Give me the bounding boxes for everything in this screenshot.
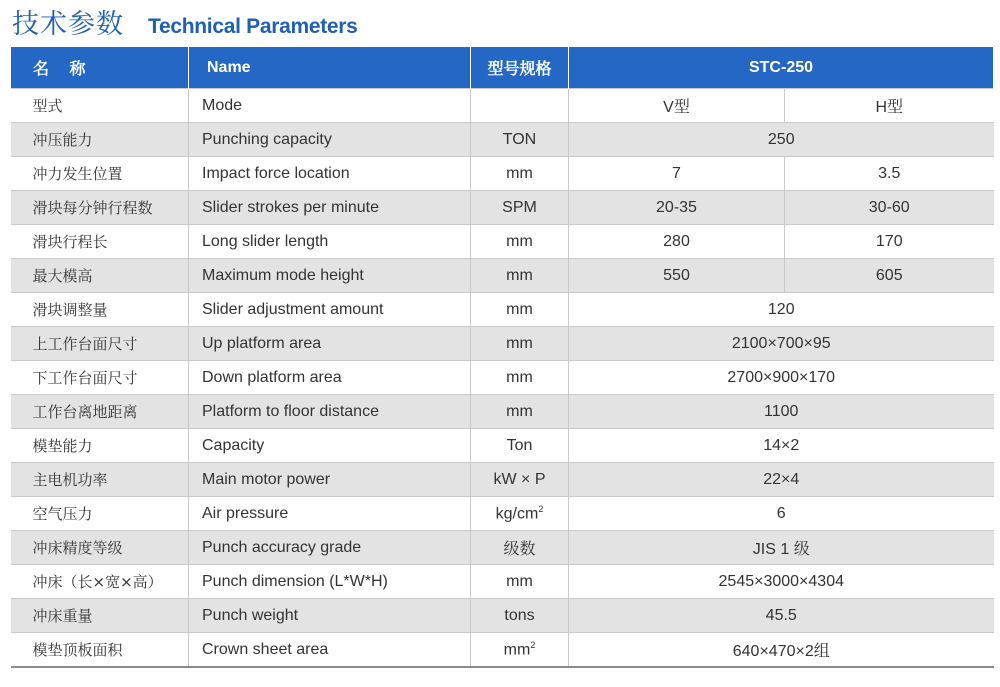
param-name-cn: 冲床重量 (11, 599, 189, 633)
header-name-en: Name (189, 47, 471, 89)
param-name-en: Punch weight (189, 599, 471, 633)
param-value: JIS 1 级 (569, 531, 994, 565)
param-unit (471, 531, 569, 565)
unit-text: kg/cm (495, 505, 539, 523)
param-unit (471, 633, 569, 668)
parameters-table (10, 47, 994, 668)
param-name-cn: 滑块行程长 (11, 225, 189, 259)
param-unit (471, 497, 569, 531)
param-name-cn: 最大模高 (11, 259, 189, 293)
param-name-en: Air pressure (189, 497, 471, 531)
table-row (11, 429, 994, 463)
param-name-cn: 冲床精度等级 (11, 531, 189, 565)
param-name-en: Punching capacity (189, 123, 471, 157)
unit-text: TON (502, 130, 537, 148)
param-unit (471, 565, 569, 599)
param-name-en: Slider adjustment amount (189, 293, 471, 327)
param-name-cn: 下工作台面尺寸 (11, 361, 189, 395)
table-body (11, 89, 994, 668)
param-unit (471, 191, 569, 225)
table-row (11, 89, 994, 123)
param-unit (471, 293, 569, 327)
param-value-h-type: 605 (785, 259, 994, 293)
param-value: 1100 (569, 395, 994, 429)
param-value-v-type: 7 (569, 157, 785, 191)
table-row (11, 157, 994, 191)
table-row (11, 599, 994, 633)
table-row (11, 565, 994, 599)
unit-text: mm (506, 300, 533, 318)
unit-text: mm (506, 368, 533, 386)
param-name-en: Main motor power (189, 463, 471, 497)
unit-text: mm (506, 572, 533, 590)
param-name-en: Capacity (189, 429, 471, 463)
param-unit (471, 429, 569, 463)
table-row (11, 531, 994, 565)
param-value-v-type: V型 (569, 89, 785, 123)
table-row (11, 123, 994, 157)
param-unit (471, 157, 569, 191)
param-unit (471, 123, 569, 157)
unit-superscript: 2 (538, 503, 544, 514)
param-name-en: Down platform area (189, 361, 471, 395)
table-row (11, 463, 994, 497)
table-header-row (11, 47, 994, 89)
param-name-cn: 冲力发生位置 (11, 157, 189, 191)
param-unit (471, 225, 569, 259)
unit-text: kW × P (493, 470, 546, 488)
unit-text: tons (504, 606, 535, 624)
param-unit (471, 599, 569, 633)
param-name-en: Punch dimension (L*W*H) (189, 565, 471, 599)
table-row (11, 361, 994, 395)
param-unit (471, 395, 569, 429)
table-row (11, 259, 994, 293)
unit-superscript: 2 (530, 639, 536, 650)
param-name-cn: 模垫顶板面积 (11, 633, 189, 668)
table-row (11, 327, 994, 361)
param-unit (471, 259, 569, 293)
param-value-v-type: 20-35 (569, 191, 785, 225)
param-value-h-type: 3.5 (785, 157, 994, 191)
unit-text: mm (506, 266, 533, 284)
title-english: Technical Parameters (148, 15, 358, 38)
unit-text: mm (506, 232, 533, 250)
param-value: 2700×900×170 (569, 361, 994, 395)
header-model: STC-250 (569, 47, 994, 89)
param-name-cn: 上工作台面尺寸 (11, 327, 189, 361)
table-row (11, 293, 994, 327)
param-value-v-type: 280 (569, 225, 785, 259)
param-value: 640×470×2组 (569, 633, 994, 668)
param-name-cn: 冲压能力 (11, 123, 189, 157)
param-name-cn: 工作台离地距离 (11, 395, 189, 429)
param-name-en: Up platform area (189, 327, 471, 361)
param-name-cn: 冲床（长×宽×高） (11, 565, 189, 599)
table-row (11, 395, 994, 429)
param-value-h-type: 30-60 (785, 191, 994, 225)
param-name-cn: 型式 (11, 89, 189, 123)
param-value: 250 (569, 123, 994, 157)
param-value: 2100×700×95 (569, 327, 994, 361)
unit-text: mm (506, 334, 533, 352)
table-row (11, 191, 994, 225)
param-unit (471, 327, 569, 361)
table-row (11, 633, 994, 668)
param-value-v-type: 550 (569, 259, 785, 293)
param-value: 6 (569, 497, 994, 531)
param-name-cn: 主电机功率 (11, 463, 189, 497)
unit-text: 级数 (503, 541, 536, 558)
param-unit (471, 463, 569, 497)
header-name-cn: 名 称 (11, 47, 189, 89)
param-name-cn: 模垫能力 (11, 429, 189, 463)
param-value-h-type: H型 (785, 89, 994, 123)
param-name-en: Maximum mode height (189, 259, 471, 293)
param-name-cn: 滑块调整量 (11, 293, 189, 327)
param-name-en: Long slider length (189, 225, 471, 259)
param-value: 2545×3000×4304 (569, 565, 994, 599)
table-row (11, 497, 994, 531)
param-name-cn: 空气压力 (11, 497, 189, 531)
param-value: 14×2 (569, 429, 994, 463)
unit-text: SPM (502, 198, 537, 216)
page-title (12, 2, 358, 42)
param-value: 45.5 (569, 599, 994, 633)
param-name-en: Crown sheet area (189, 633, 471, 668)
unit-text: Ton (506, 436, 533, 454)
param-unit (471, 89, 569, 123)
param-value-h-type: 170 (785, 225, 994, 259)
title-chinese: 技术参数 (12, 9, 124, 40)
table-row (11, 225, 994, 259)
header-unit: 型号规格 (471, 47, 569, 89)
param-value: 120 (569, 293, 994, 327)
param-name-en: Punch accuracy grade (189, 531, 471, 565)
param-value: 22×4 (569, 463, 994, 497)
param-name-en: Slider strokes per minute (189, 191, 471, 225)
param-name-cn: 滑块每分钟行程数 (11, 191, 189, 225)
unit-text: mm (503, 641, 531, 659)
param-name-en: Impact force location (189, 157, 471, 191)
unit-text: mm (506, 402, 533, 420)
unit-text: mm (506, 164, 533, 182)
param-name-en: Mode (189, 89, 471, 123)
param-name-en: Platform to floor distance (189, 395, 471, 429)
param-unit (471, 361, 569, 395)
